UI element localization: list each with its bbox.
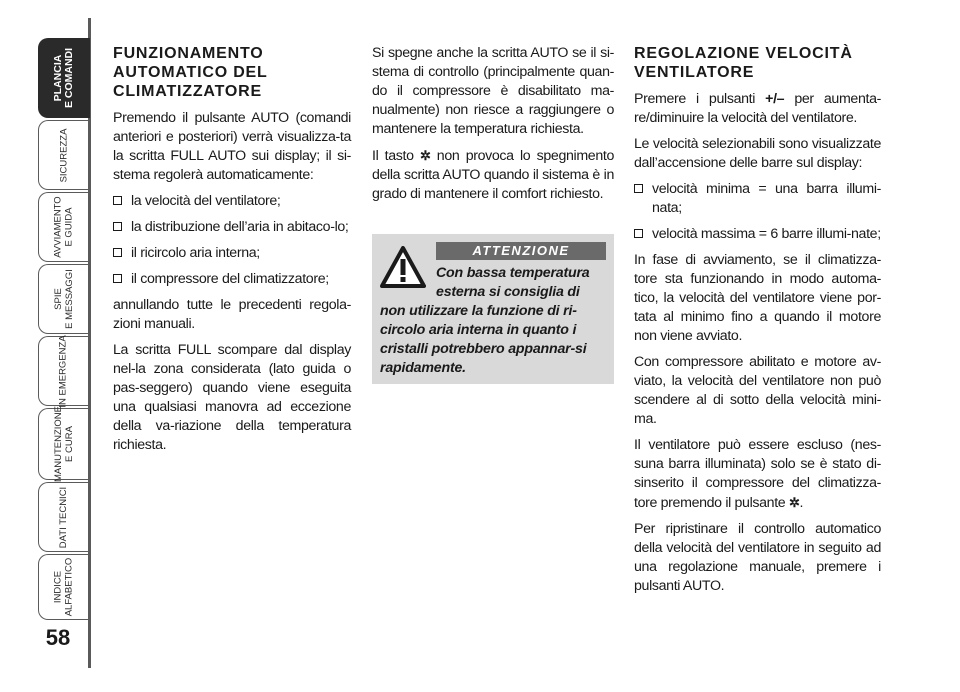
tab-label: MANUTENZIONE E CURA <box>52 406 75 482</box>
paragraph: Con compressore abilitato e motore av-viato, la velocità del ventilatore non può scendere al di sotto della velocità mini-ma. <box>634 354 881 427</box>
column-middle <box>372 44 614 211</box>
paragraph: La scritta FULL scompare dal display nel-la zona considerata (lato guida o pas-seggero) quando viene eseguita una qualsiasi manovra ad eccezione della va-riazione della temperatura richiesta. <box>113 342 351 453</box>
column-left <box>113 44 351 462</box>
paragraph: Premendo il pulsante AUTO (comandi anteriori e posteriori) verrà visualizza-ta la scritta FULL AUTO sui display; il si-stema regolerà automaticamente: <box>113 110 351 183</box>
tab-label: IN EMERGENZA <box>58 334 69 408</box>
warning-label: ATTENZIONE <box>436 242 606 260</box>
fan-icon: ✲ <box>788 495 800 510</box>
paragraph: Il ventilatore può essere escluso (nes-suna barra illuminata) solo se è stato di-sinserito il compressore del climatizza-tore premendo il pulsante ✲. <box>634 437 881 511</box>
section-title-auto: FUNZIONAMENTO AUTOMATICO DEL CLIMATIZZATORE <box>113 45 268 100</box>
paragraph: In fase di avviamento, se il climatizza-tore sta funzionando in modo automa-tico, la velocità del ventilatore viene por-tata al minimo fino a quando il motore non viene avviato. <box>634 252 881 344</box>
tab-manutenzione-e-cura[interactable] <box>38 408 88 480</box>
paragraph: Si spegne anche la scritta AUTO se il si-stema di controllo (principalmente quan-do il compressore è disabilitato ma-nualmente) non riesce a raggiungere o mantenere la temperatura richiesta. <box>372 45 614 137</box>
tab-label: AVVIAMENTO E GUIDA <box>52 196 75 258</box>
chapter-sidebar <box>0 0 100 692</box>
list-item: il compressore del climatizzatore; <box>113 270 351 289</box>
paragraph: annullando tutte le precedenti regola-zioni manuali. <box>113 297 351 332</box>
list-item: la distribuzione dell’aria in abitaco-lo; <box>113 218 351 237</box>
tab-in-emergenza[interactable] <box>38 336 88 406</box>
tab-label: PLANCIA E COMANDI <box>52 47 76 109</box>
warning-text: Con bassa temperatura esterna si consiglia di non utilizzare la funzione di ri-circolo aria interna in quanto i cristalli potrebbero appannar-si rapidamente. <box>380 265 590 376</box>
tab-indice-alfabetico[interactable] <box>38 554 88 620</box>
checkbox-bullet-icon <box>634 229 643 238</box>
tab-plancia-e-comandi[interactable] <box>38 38 90 118</box>
checkbox-bullet-icon <box>113 196 122 205</box>
list-item: velocità minima = una barra illumi-nata; <box>634 180 881 218</box>
column-right <box>634 44 881 603</box>
bullet-list <box>113 192 351 289</box>
tab-spie-e-messaggi[interactable] <box>38 264 88 334</box>
bullet-list <box>634 180 881 244</box>
plus-minus-symbol: +/– <box>765 91 785 107</box>
paragraph: Il tasto ✲ non provoca lo spegnimento della scritta AUTO quando il sistema è in grado di mantenere il comfort richiesto. <box>372 148 615 202</box>
checkbox-bullet-icon <box>113 222 122 231</box>
checkbox-bullet-icon <box>113 248 122 257</box>
paragraph: Per ripristinare il controllo automatico della velocità del ventilatore in seguito ad una regolazione manuale, premere i pulsanti AUTO. <box>634 521 881 594</box>
tab-label: SPIE E MESSAGGI <box>52 269 75 329</box>
list-item: velocità massima = 6 barre illumi-nate; <box>634 225 881 244</box>
warning-box <box>372 234 614 384</box>
checkbox-bullet-icon <box>634 184 643 193</box>
tab-avviamento-e-guida[interactable] <box>38 192 88 262</box>
paragraph: Premere i pulsanti +/– per aumenta-re/diminuire la velocità del ventilatore. <box>634 91 881 126</box>
tab-label: DATI TECNICI <box>58 486 69 548</box>
paragraph: Le velocità selezionabili sono visualizzate dall’accensione delle barre sul display: <box>634 136 881 171</box>
section-title-fan-speed: REGOLAZIONE VELOCITÀ VENTILATORE <box>634 45 853 81</box>
page-number: 58 <box>45 625 71 650</box>
tab-label: SICUREZZA <box>58 128 69 182</box>
list-item: il ricircolo aria interna; <box>113 244 351 263</box>
tab-label: INDICE ALFABETICO <box>52 557 75 617</box>
tab-sicurezza[interactable] <box>38 120 88 190</box>
checkbox-bullet-icon <box>113 274 122 283</box>
tab-dati-tecnici[interactable] <box>38 482 88 552</box>
list-item: la velocità del ventilatore; <box>113 192 351 211</box>
fan-icon: ✲ <box>419 148 431 163</box>
